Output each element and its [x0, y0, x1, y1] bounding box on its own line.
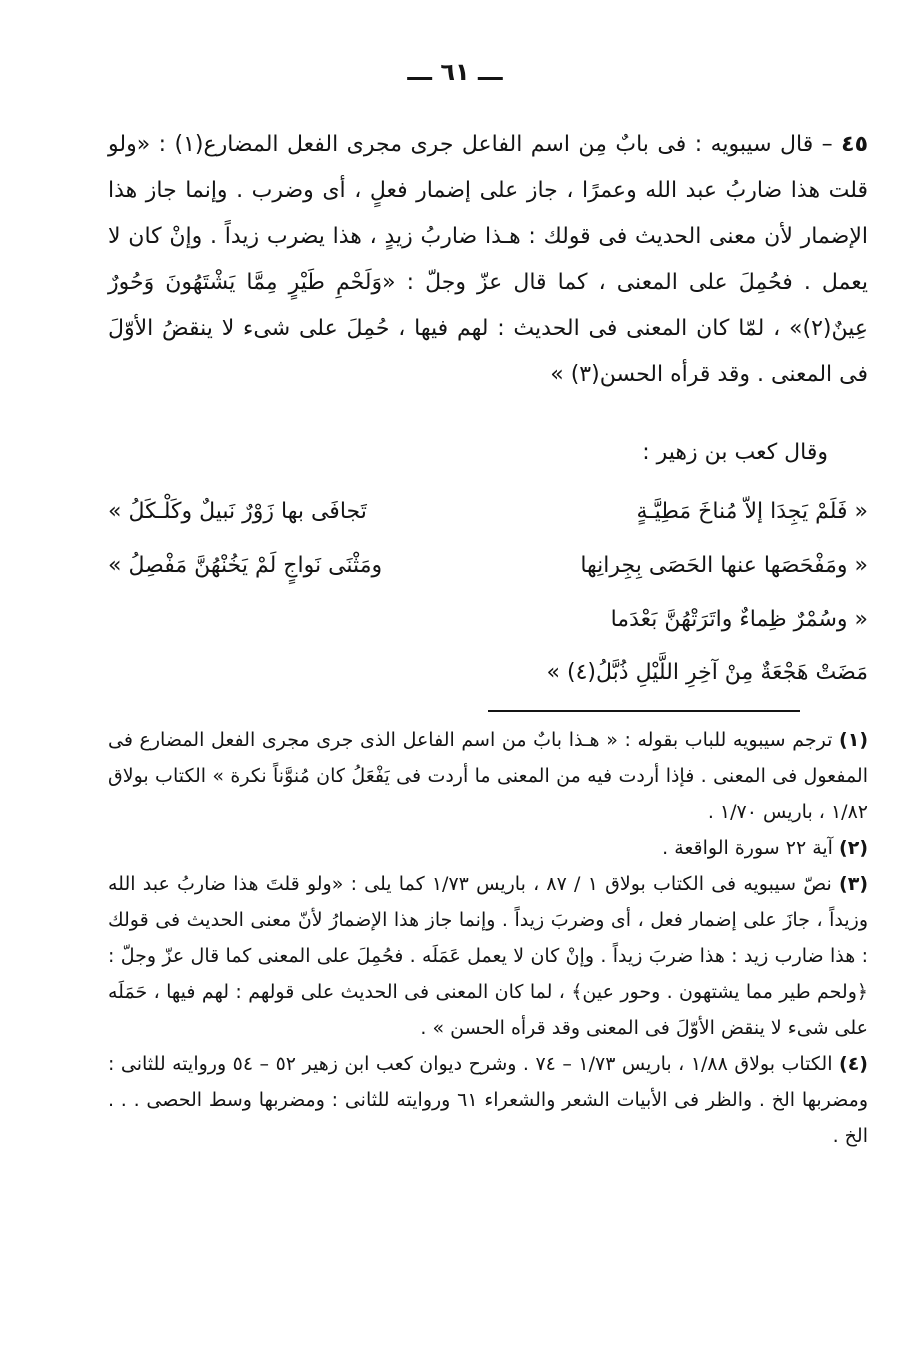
item-number: ٤٥ — [841, 132, 868, 157]
poem-intro: وقال كعب بن زهير : — [642, 440, 828, 465]
paragraph-text: – قال سيبويه : فى بابٌ مِن اسم الفاعل جرى مجرى الفعل المضارع(١) : «ولو قلت هذا ضاربُ عبد الله وعمرًا ، جاز على إضمار فعلٍ ، أى وضرب . وإنما جاز هذا الإضمار لأن معنى الحديث فى قولك : هـذا ضاربُ زيدٍ ، هذا يضرب زيداً . وإنْ كان لا يعمل . فحُمِلَ على المعنى ، كما قال عزّ وجلّ : «وَلَحْمِ طَيْرٍ مِمَّا يَشْتَهُونَ وَحُورٌ عِينٌ(٢)» ، لمّا كان المعنى فى الحديث : لهم فيها ، حُمِلَ على شىء لا ينقضُ الأوّلَ فى المعنى . وقد قرأه الحسن(٣) » — [108, 132, 868, 387]
footnote-4 — [108, 1046, 868, 1154]
footnote-4-number: (٤) — [839, 1053, 868, 1075]
footnote-2-text: آية ٢٢ سورة الواقعة . — [662, 837, 833, 859]
verse-2-second-hemistich: ومَثْنَى نَواجٍ لَمْ يَخُنْهُنَّ مَفْصِلُ » — [108, 552, 383, 578]
verse-1-first-hemistich: « فَلَمْ يَجِدَا إلاّ مُناخَ مَطِيَّـةٍ — [636, 498, 868, 524]
footnote-1-number: (١) — [839, 729, 869, 751]
main-paragraph — [108, 122, 868, 398]
verse-2 — [108, 538, 868, 592]
footnote-3-number: (٣) — [839, 873, 868, 895]
footnote-1 — [108, 722, 868, 830]
poem — [108, 484, 868, 700]
verse-1 — [108, 484, 868, 538]
footnote-4-text: الكتاب بولاق ١/٨٨ ، باريس ١/٧٣ – ٧٤ . وشرح ديوان كعب ابن زهير ٥٢ – ٥٤ وروايته للثانى : ومضربها الخ . والظر فى الأبيات الشعر والشعراء ٦١ وروايته للثانى : ومضربها وسط الحصى . . . الخ . — [108, 1053, 868, 1147]
paragraph-45 — [108, 122, 868, 398]
verse-3-first-hemistich: « وسُمْرٌ ظِماءٌ واتَرَتْهُنَّ بَعْدَما — [610, 606, 868, 632]
footnote-1-text: ترجم سيبويه للباب بقوله : « هـذا بابٌ من اسم الفاعل الذى جرى مجرى الفعل المضارع فى المفعول فى المعنى . فإذا أردت فيه من المعنى ما أردت فى يَفْعَلُ كان مُنوَّناً نكرة » الكتاب بولاق ١/٨٢ ، باريس ١/٧٠ . — [108, 729, 868, 823]
footnote-3 — [108, 866, 868, 1046]
footnote-separator — [488, 710, 800, 712]
verse-3-continuation: مَضَتْ هَجْعَةٌ مِنْ آخِرِ اللَّيْلِ ذُبَّلُ(٤) » — [546, 660, 868, 685]
footnote-2-number: (٢) — [839, 837, 868, 859]
page-number: ـــ ٦١ ـــ — [407, 58, 503, 86]
verse-1-second-hemistich: تَجافَى بها زَوْرٌ نَبيلٌ وكَلْـكَلُ » — [108, 498, 367, 524]
verse-3 — [108, 592, 868, 646]
verse-2-first-hemistich: « ومَفْحَصَها عنها الحَصَى بِجِرانِها — [580, 552, 868, 578]
footnote-2 — [108, 830, 868, 866]
footnotes — [108, 722, 868, 1154]
footnote-3-text: نصّ سيبويه فى الكتاب بولاق ١ / ٨٧ ، باريس ١/٧٣ كما يلى : «ولو قلتَ هذا ضاربُ عبد الله وزيداً ، جازَ على إضمار فعل ، أى وضربَ زيداً . وإنما جاز هذا الإضمارُ لأنّ معنى الحديث فى قولك : هذا ضارب زيد : هذا ضربَ زيداً . وإنْ كان لا يعمل عَمَلَه . فحُمِلَ على المعنى كما قال عزّ وجلّ : ﴿ولحم طير مما يشتهون . وحور عين﴾ ، لما كان المعنى فى الحديث على قولهم : لهم فيها ، حَمَلَه على شىء لا ينقض الأوّلَ فى المعنى وقد قرأه الحسن » . — [108, 873, 868, 1039]
